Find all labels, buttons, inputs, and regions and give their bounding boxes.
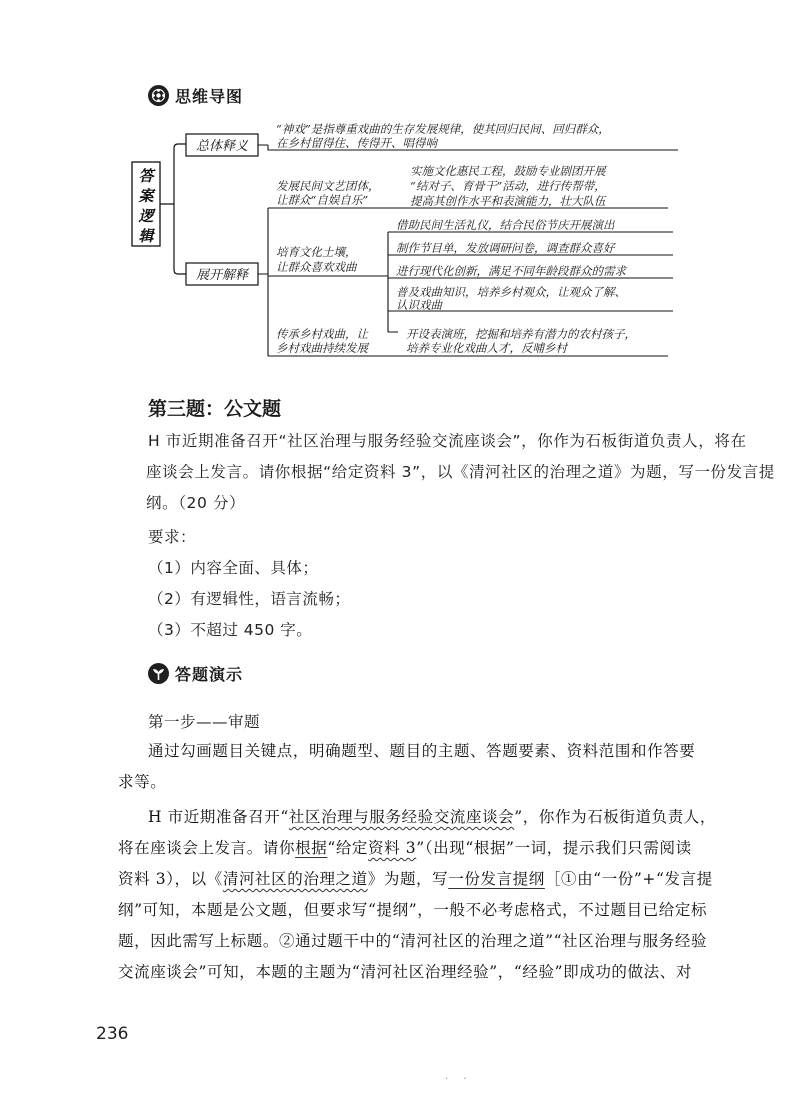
analysis-line-4: 纲”可知，本题是公文题，但要求写“提纲”，一般不必考虑格式，不过题目已给定标 [118,901,708,919]
requirements-title: 要求： [148,528,197,546]
sub3-label-line1: 传承乡村戏曲，让 [276,327,368,341]
root-char-3: 逻 [138,207,154,225]
question-title: 第三题：公文题 [148,398,282,420]
sub2-item-4: 普及戏曲知识，培养乡村观众，让观众了解、 [396,285,626,299]
demo-section-title: 答题演示 [175,665,244,684]
sub1-detail-line2: “结对子、育骨干”活动，进行传帮带， [410,179,606,193]
analysis-line-5: 题，因此需写上标题。②通过题干中的“清河社区的治理之道”“社区治理与服务经验 [118,932,708,950]
mindmap-diagram [128,118,688,363]
keyword-outline: 一份发言提纲 [448,870,545,888]
mindmap-section-heading [148,84,243,107]
keyword-material: 资料 3 [368,839,417,857]
branch1-text-line1: “神戏”是指尊重戏曲的生存发展规律，使其回归民间、回归群众， [276,122,610,136]
intro-line-1: 通过勾画题目关键点，明确题型、题目的主题、答题要素、资料范围和作答要 [148,742,696,760]
branch2-spine [258,208,268,356]
root-connector [160,144,186,274]
requirement-1: （1）内容全面、具体； [148,559,319,577]
sub1-label-line1: 发展民间文艺团体， [276,179,380,193]
root-char-2: 案 [138,187,154,205]
footer-dots: · · [445,1074,473,1085]
sub1-label-line2: 让群众“自娱自乐” [276,193,369,207]
branch1-label: 总体释义 [195,139,249,154]
analysis-line-6: 交流座谈会”可知，本题的主题为“清河社区治理经验”，“经验”即成功的做法、对 [118,963,692,981]
question-line-3: 纲。（20 分） [146,494,246,512]
question-line-2: 座谈会上发言。请你根据“给定资料 3”，以《清河社区的治理之道》为题，写一份发言提 [146,463,775,481]
requirement-2: （2）有逻辑性，语言流畅； [148,590,351,608]
root-char-1: 答 [138,167,154,185]
keyword-meeting: 社区治理与服务经验交流座谈会 [288,808,515,826]
sub2-item-2: 制作节目单，发放调研问卷，调查群众喜好 [396,241,615,255]
sub2-item-1: 借助民间生活礼仪，结合民俗节庆开展演出 [396,218,615,232]
sub2-item-3: 进行现代化创新，满足不同年龄段群众的需求 [396,264,626,278]
sub3-label-line2: 乡村戏曲持续发展 [276,341,368,355]
analysis-line-1: H 市近期准备召开“社区治理与服务经验交流座谈会”，你作为石板街道负责人， [148,808,717,826]
sub2-item-5: 认识戏曲 [396,298,442,312]
tree-icon [148,663,169,684]
analysis-line-3: 资料 3），以《清河社区的治理之道》为题，写一份发言提纲［①由“一份”+“发言提 [118,870,713,888]
step-title: 第一步——审题 [148,713,261,731]
sub2-label-line2: 让群众喜欢戏曲 [276,260,357,274]
question-paragraph [148,426,775,519]
sub3-detail-line2: 培养专业化戏曲人才，反哺乡村 [406,341,567,355]
intro-paragraph [118,736,696,798]
question-line-1: H 市近期准备召开“社区治理与服务经验交流座谈会”，你作为石板街道负责人，将在 [148,432,747,450]
branch2-label: 展开解释 [195,268,249,283]
analysis-line-2: 将在座谈会上发言。请你根据“给定资料 3”（出现“根据”一词，提示我们只需阅读 [118,839,692,857]
sub1-detail-line3: 提高其创作水平和表演能力，壮大队伍 [410,194,606,208]
flower-icon [148,85,169,106]
mindmap-section-title: 思维导图 [175,87,244,106]
sub2-label-line1: 培育文化土壤， [276,245,357,259]
sub3-detail-line1: 开设表演班，挖掘和培养有潜力的农村孩子， [406,327,636,341]
sub1-detail-line1: 实施文化惠民工程，鼓励专业剧团开展 [410,164,606,178]
analysis-paragraph [118,802,718,988]
branch1-text-line2: 在乡村留得住、传得开、唱得响 [276,136,437,150]
keyword-title: 清河社区的治理之道 [222,870,368,888]
requirement-3: （3）不超过 450 字。 [148,621,313,639]
page-number: 236 [96,1024,129,1044]
keyword-based-on: 根据 [295,839,328,857]
demo-section-heading [148,662,243,685]
root-char-4: 辑 [138,227,154,245]
intro-line-2: 求等。 [118,773,167,791]
